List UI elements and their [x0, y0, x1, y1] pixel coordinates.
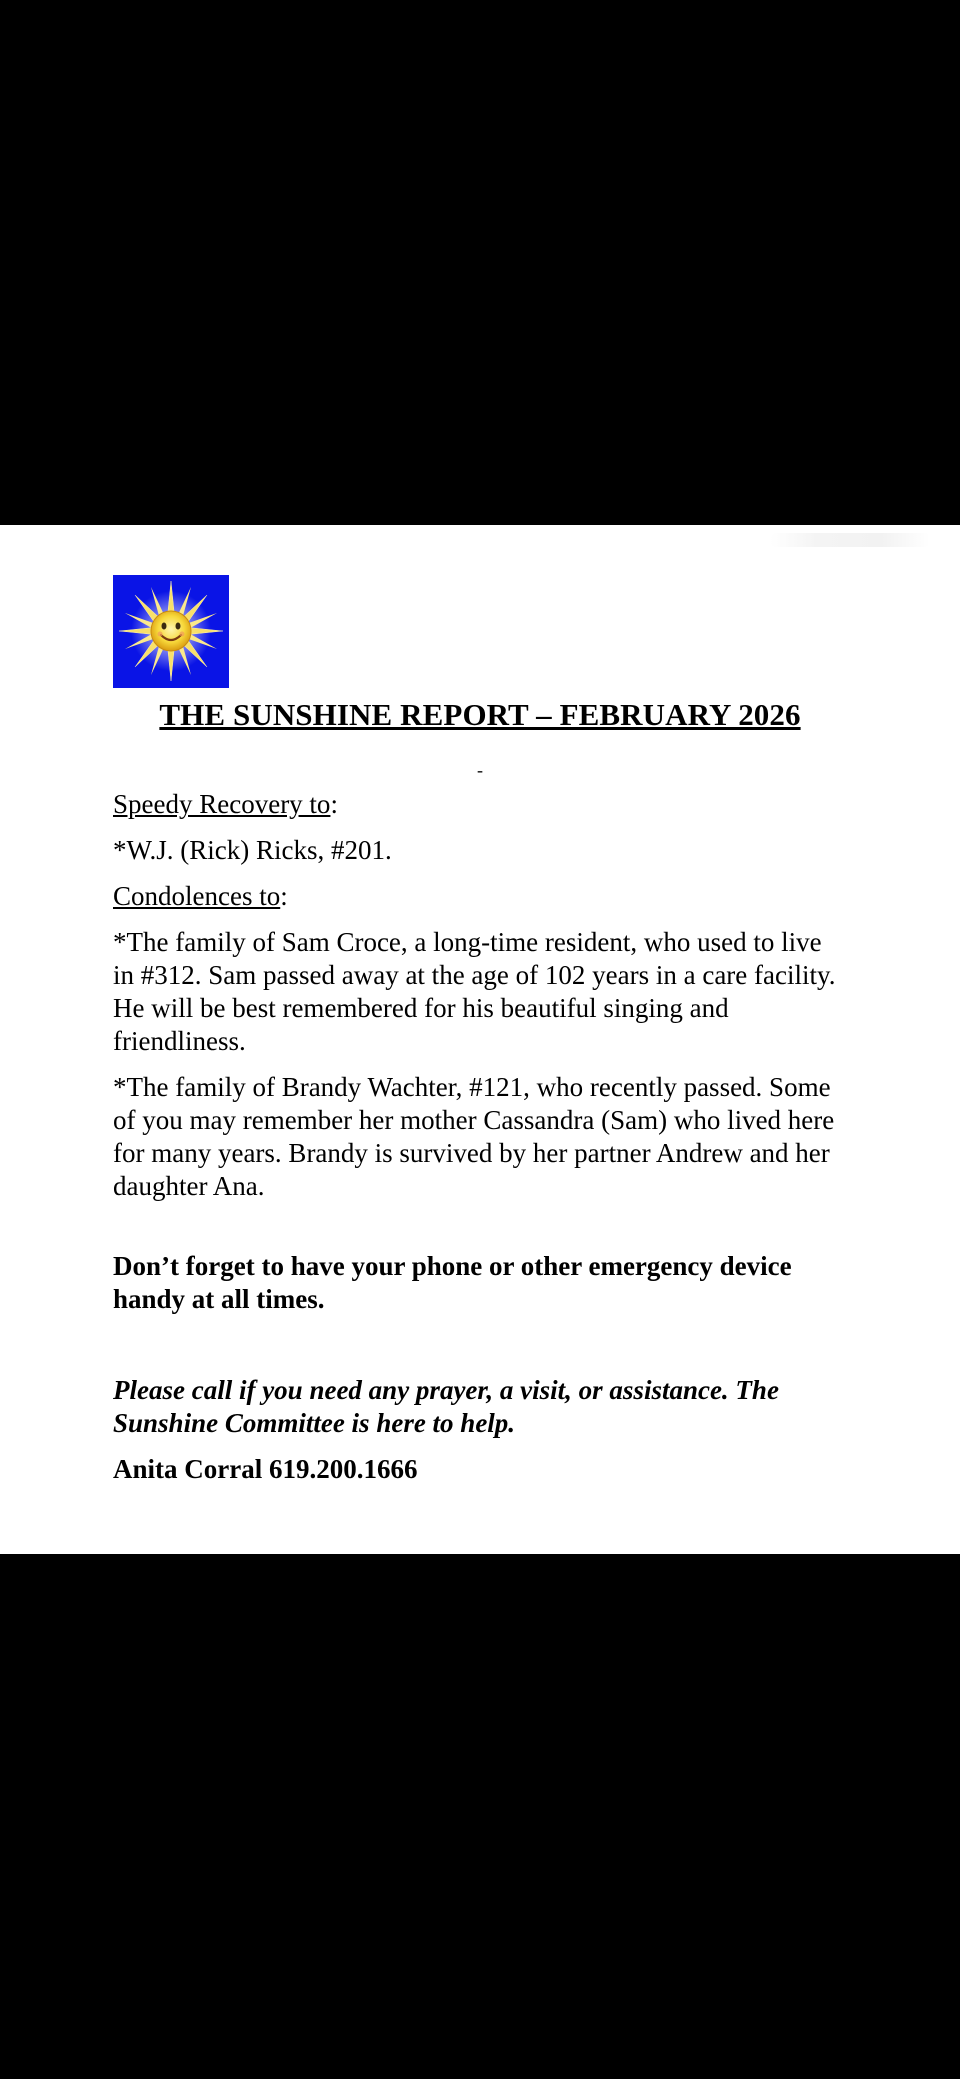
- condolences-colon: :: [280, 881, 288, 911]
- speedy-recovery-heading-line: [113, 788, 843, 821]
- report-body: [113, 788, 843, 1499]
- condolence-entry-1: *The family of Sam Croce, a long-time resident, who used to live in #312. Sam passed away at the age of 102 years in a care facility. He will be best remembered for his beautiful singing and friendliness.: [113, 927, 836, 1056]
- condolences-heading-line: [113, 880, 843, 913]
- speedy-recovery-entry: *W.J. (Rick) Ricks, #201.: [113, 835, 392, 865]
- faint-watermark: [770, 533, 930, 547]
- condolences-heading: Condolences to: [113, 881, 281, 911]
- emergency-device-reminder: Don’t forget to have your phone or other emergency device handy at all times.: [113, 1251, 792, 1314]
- separator-dash: -: [477, 760, 483, 780]
- speedy-recovery-heading: Speedy Recovery to: [113, 789, 331, 819]
- contact-line: Anita Corral 619.200.1666: [113, 1454, 418, 1484]
- sun-logo: [113, 575, 229, 688]
- closing-message: Please call if you need any prayer, a visit, or assistance. The Sunshine Committee is here to help.: [113, 1375, 779, 1438]
- document-page: [0, 525, 960, 1554]
- bottom-black-band: [0, 1554, 960, 2079]
- sun-icon: [113, 575, 229, 688]
- top-black-band: [0, 0, 960, 525]
- condolence-entry-2: *The family of Brandy Wachter, #121, who recently passed. Some of you may remember her mother Cassandra (Sam) who lived here for many years. Brandy is survived by her partner Andrew and her daughter Ana.: [113, 1072, 835, 1201]
- speedy-recovery-colon: :: [330, 789, 338, 819]
- page-title: THE SUNSHINE REPORT – FEBRUARY 2026: [159, 697, 801, 732]
